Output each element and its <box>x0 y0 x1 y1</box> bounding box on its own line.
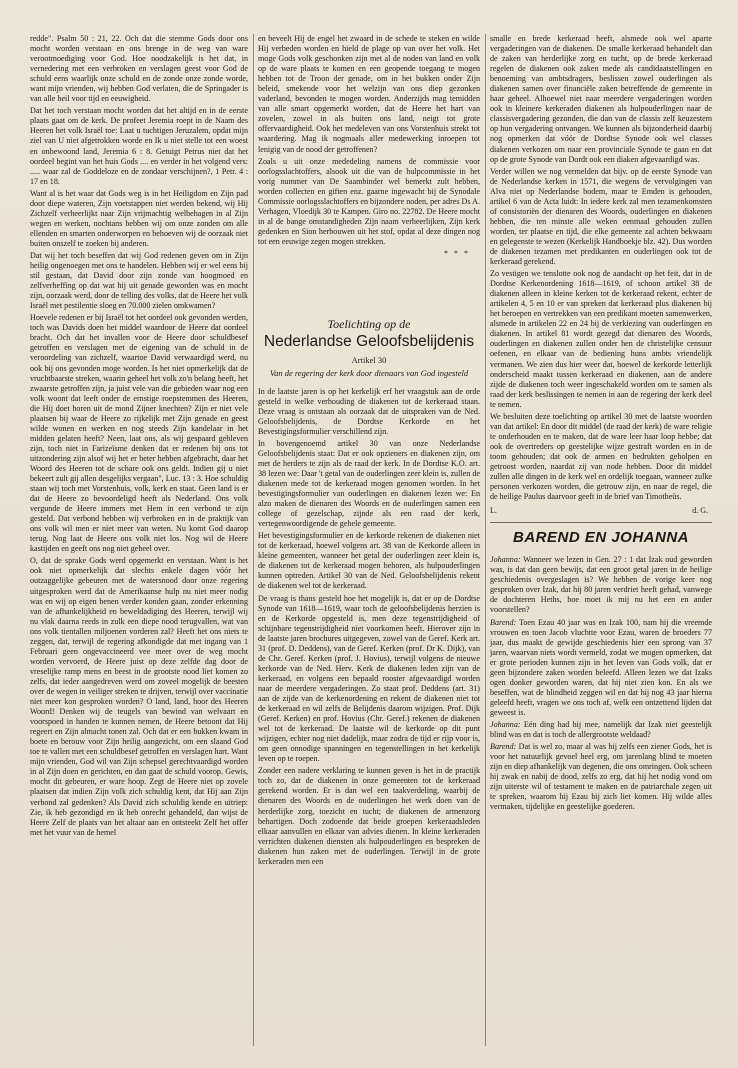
article-title: Nederlandse Geloofsbelijdenis <box>263 333 475 351</box>
speaker: Johanna: <box>490 720 521 729</box>
article-kicker: Toelichting op de <box>327 317 411 332</box>
column-divider <box>485 34 486 1046</box>
paragraph: Het bevestigingsformulier en de kerkorde rekenen de diakenen niet tot de kerkeraad, hoewel volgens art. 38 van de Kerkorde alleen in kleine gemeenten, wanneer het getal der ouderlingen zeer klein is, de diakenen tot de kerkeraad mogen behoren, als hulpouderlingen kunnen optreden. Artikel 30 van de Ned. Geloofsbelijdenis rekent de diakenen wel tot de kerkeraad. <box>258 531 480 591</box>
paragraph: In bovengenoemd artikel 30 van onze Nederlandse Geloofsbelijdenis staat: Dat er ook opzieners en diakenen zijn, om met de herders te zijn als de raad der kerk. In de Dordtse K.O. art. 38 lezen we: Daar 't getal van de ouderlingen zeer klein is, zullen de diakenen mede tot de kerkeraad mogen genomen worden. In het bevestigingsformulier van ouderlingen en diakenen lezen we: En alzo maken de dienaren des Woords en de ouderlingen samen een college of gezelschap, zijnde als een raad der kerk, vertegenwoordigende de gehele gemeente. <box>258 438 480 529</box>
column-left <box>30 34 248 1046</box>
signature-left: L. <box>490 506 497 516</box>
paragraph: De vraag is thans gesteld hoe het mogelijk is, dat er op de Dordtse Synode van 1618—1619, waar toch de geloofsbelijdenis herzien is en de Kerkorde opgesteld is, men deze tegenstrijdigheid of schijnbare tegenstrijdigheid niet voorkomen heeft. Hierover zijn in de laatste jaren brochures uitgegeven, zowel van de Geref. Kerk art. 31 (prof. D. Deddens), van de Geref. Kerken (prof. Dr K. Dijk), van de Chr. Geref. Kerken (prof. J. Hovius), terwijl volgens de nieuwe kerkorde van de Ned. Herv. Kerk de diakenen leden zijn van de kerkeraad, en volgens een bepaald rooster afgevaardigd worden naar de meerdere vergaderingen. Zo staat prof. Deddens (art. 31) aan de zijde van de kerkenordening en rekent de diakenen niet tot de kerkeraad en wil zelfs de Belijdenis daarom wijzigen. Prof. Dijk (Geref. Kerken) en prof. Hovius (Chr. Geref.) rekenen de diakenen wel tot de kerkeraad. De laatste wil de kerkorde op dit punt wijzigen, echter nog niet dadelijk, maar zodra de tijd er rijp voor is, om geen onnodige spanningen en tegenstellingen in het kerkelijk leven op te roepen. <box>258 593 480 764</box>
paragraph: Zoals u uit onze mededeling namens de commissie voor oorlogsslachtoffers, alsook uit die van de hulpcommissie in het vorig nummer van De Saambinder wel bemerkt zult hebben, worden collecten en giften enz. gaarne ingewacht bij de Synodale Commissie oorlogsslachtoffers en bijzondere noden, per adres Ds A. Verhagen, Vloedijk 30 te Kampen. Giro no. 22782. De Heere mocht in al de bange omstandigheden Zijn naam verheerlijken, Zijn kerk gedenken en Sion herbouwen uit het stof, opdat al deze dingen nog tot een eeuwige zegen mogen strekken. <box>258 156 480 246</box>
dialogue-text: Eén ding had hij mee, namelijk dat Izak niet geestelijk blind was en dat is toch de allergrootste weldaad? <box>490 720 712 740</box>
dialogue-text: Dat is wel zo, maar al was hij zelfs een ziener Gods, het is voor het natuurlijk gevoel heel erg, om jarenlang blind te moeten zijn en diep afhankelijk van degenen, die ons omringen. Ook scheen hij zwak en nabij de dood, zelfs zo erg, dat hij het nodig vond om zijn uiterste wil of testament te maken en de patriarchale zegen uit te spreken, waarom hij Ezau bij zich liet komen. Hij wilde alles vermaken, tijdelijke en geestelijke goederen. <box>490 742 712 812</box>
signature-right: d. G. <box>692 506 708 516</box>
speaker: Johanna: <box>490 555 521 565</box>
paragraph: redde". Psalm 50 : 21, 22. Och dat die stemme Gods door ons mocht worden verstaan en ons brenge in de weg van ware verootmoediging voor God. Hoe noodzakelijk is het dat, in vernedering met een verbroken en verslagen geest voor God de schuld eens waarlijk onze schuld en de zonde onze zonde worde, want mijn vrienden, wij hebben God verlaten, die de Springader is van alle heil voor tijd en eeuwigheid. <box>30 34 248 104</box>
signature <box>490 506 708 516</box>
dialogue-title: BAREND EN JOHANNA <box>512 529 689 547</box>
article-header <box>258 317 480 379</box>
paragraph: O, dat de sprake Gods werd opgemerkt en verstaan. Want is het ook niet opmerkelijk dat slechts enkele dagen vóór het outzaggelijke gebeuren met de watersnood door onze regering uitgesproken werd dat de Amerikaanse hulp nu niet meer nodig was en wij op eigen benen verder konden gaan, zonder erkenning van de afhankelijkheid en beweldadiging des Heeren, terwijl wij nu vlak daarna reeds in zulk een diepe nood terugvallen, wat van ons volk tientallen miljoenen vorderen zal? Heeft het ons niets te zeggen, dat, terwijl de regering afkondigde dat met ingang van 1 Februari geen ongevaccineerd vee meer over de weg mocht worden vervoerd, de Heere juist op deze zelfde dag door de vreselijke ramp mens en beest in de grootste nood liet komen zo zelfs, dat ieder aangedreven werd om zoveel mogelijk de beesten over de wegen in veiliger streken te drijven, terwijl over vaccinatie niet meer kon gesproken worden? O land, land, hoor des Heeren Woord! Denken wij de teugels van bewind van welvaart en voorspoed in handen te kunnen nemen, de Heere betoont dat Hij regeert en Zijn almacht tonen zal. Och dat er een bukken kwam in boete en berouw voor Zijn heilig aangezicht, om een slaand God toe te vallen met een schuldbesef getroffen en verslagen hart. Want mijn vrienden, God wil van Zijn schepsel gerechtvaardigd worden in al Zijn doen en gerichten, en dan gaat de schuld voorop. Gewis, mocht dit gebeuren, er ware hoop. Zegt de Heere niet op zovele plaatsen dat indien Zijn volk zich schuldig kent, dat Hij aan Zijn verbond zal gedenken? Als David zich schuldig kende en uitriep: Zie, ik heb gezondigd en ik heb onrecht gehandeld, dan wijst de Heere Zelf de plaats van het altaar aan en ontsteekt Zelf het offer met het vuur van de hemel <box>30 556 248 837</box>
section-separator: * * * <box>444 248 470 258</box>
paragraph: Dat wij het toch beseffen dat wij God redenen geven om in Zijn heilig ongenoegen met ons te handelen. Hebben wij er wel eens bij stil gestaan, dat David door zijn zonde van hoogmoed en zelfverheffing op dat wat hij uit genade geworden was en mocht zijn, oorzaak werd, door de telling des volks, dat de Heere het volk Israël met pestilentie sloeg en 70.000 zielen omkwamen? <box>30 250 248 311</box>
dialogue-line <box>490 720 712 740</box>
paragraph: Want al is het waar dat Gods weg is in het Heiligdom en Zijn pad door diepe wateren, Zijn voetstappen niet werden bekend, wij Hij Zichzelf verheerlijkt naar Zijn vrijmachtig welbehagen in al Zijn wegen en werken, nochtans bebben wij om onze zonden om alle ellenden en smarten onderworpen en behoeven wij de oorzaak niet buiten onszelf te zoeken bij anderen. <box>30 188 248 248</box>
paragraph: Verder willen we nog vermelden dat bijv. op de eerste Synode van de Nederlandse kerken in 1571, die wegens de vervolgingen van Alva niet op Nederlandse bodem, maar te Emden is gehouden, artikel 6 van de Acta luidt: In iedere kerk zal men tezamenkomsten of consistoriën der dienaren des Woords, ouderlingen en diakenen hebben, die ten minste alle weken eenmaal gehouden zullen worden, ter plaatse en tijd, die elke gemeente zal achten bekwaam en gelegenste te wezen (Kerkelijk Handboekje blz. 42). Dus worden de diakenen tezamen met predikanten en ouderlingen ook tot de kerkeraad gerekend. <box>490 166 712 267</box>
dialogue-text: Wanneer we lezen in Gen. 27 : 1 dat Izak oud geworden was, is dat dan geen bewijs, dat een groot getal jaren in de heilige geschiedenis overgeslagen is? We hebben de vorige keer nog gesproken over Izak, dat hij 80 jaren verdriet heeft gehad, vanwege de dochteren Heths, hoe moet ik mij nu het een en ander voorstellen? <box>490 555 712 615</box>
speaker: Barend: <box>490 742 517 752</box>
dialogue-line <box>490 742 712 812</box>
horizontal-rule <box>490 522 712 523</box>
article-subtitle-italic: Van de regering der kerk door dienaars van God ingesteld <box>269 368 469 379</box>
paragraph: en beveelt Hij de engel het zwaard in de schede te steken en wilde Hij verbeden worden en hield de plage op van over het volk. Het moge Gods volk geschonken zijn met al de noden van land en volk op de ware plaats te komen en een geopende toegang te mogen hebben tot de Troon der genade, om in het bukken onder Zijn beleid, smekende voor het welzijn van ons diep gezonken vaderland, bevonden te mogen worden. Anderzijds mag temidden van alle smart opgemerkt worden, dat de Heere het hart van zovelen, zowel in als buiten ons land, neigt tot grote offervaardigheid. Ook het medeleven van ons Vorstenhuis strekt tot waardering. Mag ik nogmaals aller medewerking inroepen tot lenigig van de nood der getroffenen? <box>258 34 480 154</box>
paragraph: We besluiten deze toelichting op artikel 30 met de laatste woorden van dat artikel: En door dit middel (de raad der kerk) de ware religie te onderhouden en te maken, dat de ware leer haar loop hebbe; dat ook de overtreders op geestelijke wijze gestraft worden en in de toom gehouden; dat ook de armen en bedrukten geholpen en getroost worden, naardat zij van node hebben. Door dit middel zullen alle dingen in de kerk wel en ordelijk toegaan, wanneer zulke personen verkozen worden, die getrouw zijn, en naar de regel, die de heilige Paulus daarvoor geeft in de brief van Timotheüs. <box>490 411 712 502</box>
article-subtitle: Artikel 30 <box>351 355 387 366</box>
column-middle <box>258 34 480 1046</box>
paragraph: smalle en brede kerkeraad heeft, alsmede ook wel aparte vergaderingen van de diakenen. De smalle kerkeraad behandelt dan de zaken van herderlijke zorg en tucht, op de brede kerkeraad regelen de diakenen ook zaken mede als candidaatstellingen en benoeming van ambtsdragers, beslissen zowel ouderlingen als diakenen samen over financiële zaken betreffende de gemeente in haar geheel. Alhoewel niet naar meerdere vergaderingen worden ook in kleinere kerkeraden diakenen als hulpouderlingen naar de classisvergadering gezonden, die dan van de classis zelf keuzestem op hun vergadering ontvangen. We kunnen als bijzonderheid daarbij nog opmerken dat vóór de Dordtse Synode ook wel classes diakenen verkozen om naar een provinciale Synode te gaan en dat op de grote Synode van Dordt ook een diaken afgevaardigd was. <box>490 34 712 164</box>
column-divider <box>253 34 254 1046</box>
dialogue-line <box>490 555 712 615</box>
speaker: Barend: <box>490 617 517 627</box>
column-right <box>490 34 712 1046</box>
dialogue-text: Toen Ezau 40 jaar was en Izak 100, nam hij die vreemde vrouwen en toen Jacob vluchtte voor Ezau, waren de broeders 77 jaar, dus maakt de gewijde geschiedenis hier een sprong van 37 jaren, waarvan niets wordt vermeld, zodat we mogen opmerken, dat er grote perioden kunnen zijn in het leven van Gods volk, dat er geen bijzondere zaken worden beleefd. Alleen lezen we dat Izaks ogen donker geworden waren, dat hij niet zien kon. En als we beseffen, wat de blindheid zeggen wil en dat hij nog 43 jaar hierna geleefd heeft, vragen we ons toch af, welk een ontzettend lijden dat geweest is. <box>490 617 712 717</box>
paragraph: Hoevele redenen er bij Israël tot het oordeel ook gevonden werden, toch was Davids doen het middel waardoor de Heere dat oordeel bracht. Och dat het invallen voor de Heere door schuldbesef getroffen en verslagen met de eigening van de schuld in de veroordeling van zichzelf, waartoe David verwaardigd werd, nu ook bij ons gevonden moge worden. Is het niet opmerkelijk dat de vruchtbaarste streken, waarin geheel het volk zo'n belang heeft, het zwaarste getroffen zijn, ja juist vele van die gebieden waar nog een volk woont dat leeft onder de ernstige roepstemmen des Heeren, die Hij doet horen uit de mond Zijner knechten? Zijn er niet vele plaatsen bij waar de Heere zo rijkelijk met Zijn genade en geest wilde wonen en werken en nog steeds Zijn kandelaar in het midden gelaten heeft? Neen, laat ons, als wij gespaard gebleven zijn, toch niet in Farizeïsme denken dat er redenen bij ons tot uitzondering zijn alsof wij het er beter hebben afgebracht, daar het Woord des Heeren tot de schare ook ons geldt. Indien gij u niet bekeert zult gij allen desgelijks vergaan", Luc. 13 : 3. Hoe schuldig staan wij toch met Vorstenhuis, volk, kerk en staat. Geen land is er dat de Heere zo bevoordeligd heeft als Nederland. Ons volk vergunde de Heere immers met Hem in een verbond te zijn gesteld. Dat verbond hebben wij verbroken en in de praktijk van ons volk wil men er niet meer van weten. Nu komt God daarop terug. Nog laat de Heere ons volk niet los. Nog wil de Heere kastijden en geeft ons nog niet geheel over. <box>30 313 248 554</box>
dialogue-line <box>490 618 712 718</box>
paragraph: Dat het toch verstaan mocht worden dat het altijd en in de eerste plaats gaat om de kerk. De profeet Jeremia roept in de Naam des Heeren het volk Israël toe: Laat u tuchtigen Jeruzalem, opdat mijn ziel van U niet afgetrokken worde en Ik u niet stelle tot een woest en onbewoond land, Jeremia 6 : 8. Getuigt Petrus niet dat het oordeel begint van het huis Gods .... en verder in het volgend vers: ..... waar zal de Goddeloze en de zondaar verschijnen?, 1 Petr. 4 : 17 en 18. <box>30 106 248 186</box>
paragraph: Zo vestigen we tenslotte ook nog de aandacht op het feit, dat in de Dordtse Kerkenordening 1618—1619, of schoon artikel 38 de diakenen alleen in kleine kerken tot de kerkeraad rekent, echter de artikelen 4, 5 en 10 er van spreken dat kerkeraad plus diakenen bij het beroepen en vertrekken van een predikant moeten samenwerken, alsmede in artikelen 22 en 24 bij de verkiezing van ouderlingen en diakenen. In artikel 81 wordt gezegd dat dienaren des Woords, ouderlingen en diakenen zullen onder hen de christelijke censuur oefenen, en elkaar van de bediening huns ambts vriendelijk vermanen. We zien dus hier weer dat, hoewel de kerkorde letterlijk onderscheid maakt tussen kerkeraad en diakenen, aan de andere zijde de diakenen toch weer ingeschakeld worden om te samen als raad der kerk beslissingen te nemen in aan de regering der kerk deel te nemen. <box>490 269 712 409</box>
paragraph: Zonder een nadere verklaring te kunnen geven is het in de practijk toch zo, dat de diakenen in onze gemeenten tot de kerkeraad gerekend worden. Er is dan wel een taakverdeling, waarbij de dienaren des Woords en de ouderlingen het werk doen van de herderlijke zorg, toezicht en tucht; de diakenen de armenzorg behartigen. Doch zodoende dat beide groepen kerkeraadsleden elkaar aanvullen en elkaar van advies dienen. In kleine kerkeraden verrichten diakenen diensten als hulpouderlingen en bespreken de diakenen hun zaken met de ouderlingen. Terwijl in de grote kerkeraden men een <box>258 766 480 866</box>
paragraph: In de laatste jaren is op het kerkelijk erf het vraagstuk aan de orde gesteld in welke verhouding de diakenen tot de kerkeraad staan. Deze vraag is ontstaan als oorzaak dat de uitspraken van de Ned. Geloofsbelijdenis, de Dordtse Kerkorde en het Bevestigingsformulier verschillend zijn. <box>258 386 480 436</box>
